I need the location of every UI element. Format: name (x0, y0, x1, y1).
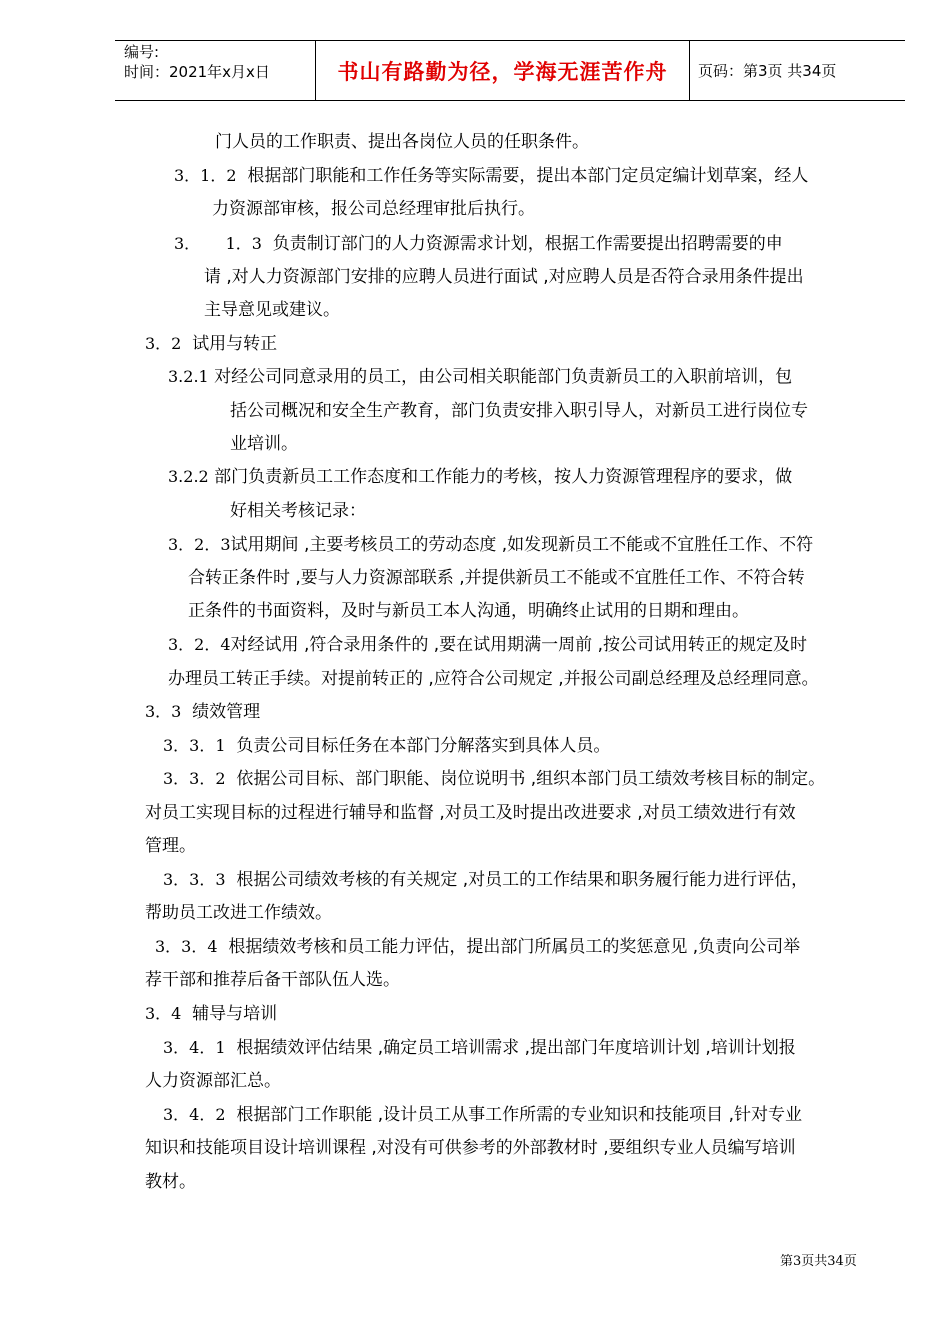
text-line: 3．4．1 根据绩效评估结果 ,确定员工培训需求 ,提出部门年度培训计划 ,培训计划报 (163, 1038, 796, 1058)
footer-page-number: 第3页共34页 (780, 1254, 857, 1269)
text-line: 3．3．4 根据绩效考核和员工能力评估，提出部门所属员工的奖惩意见 ,负责向公司举 (155, 937, 801, 957)
time-label: 时间：2021年x月x日 (124, 63, 270, 81)
clause-number: 3．4．2 (163, 1105, 226, 1124)
clause-number: 3.2.2 (168, 467, 209, 486)
text-line: 3．2．4对经试用 ,符合录用条件的 ,要在试用期满一周前 ,按公司试用转正的规定及时 (168, 635, 807, 655)
text-line: 3．2．3试用期间 ,主要考核员工的劳动态度 ,如发现新员工不能或不宜胜任工作、不符 (168, 535, 814, 555)
text-line: 办理员工转正手续。对提前转正的 ,应符合公司规定 ,并报公司副总经理及总经理同意。 (168, 669, 819, 689)
text-line: 请 ,对人力资源部门安排的应聘人员进行面试 ,对应聘人员是否符合录用条件提出 (204, 267, 804, 287)
section-heading: 3．3 绩效管理 (145, 702, 261, 722)
clause-number: 3．2．3 (168, 535, 231, 554)
text-line: 知识和技能项目设计培训课程 ,对没有可供参考的外部教材时 ,要组织专业人员编写培训 (145, 1138, 796, 1158)
clause-number: 3．3．2 (163, 769, 226, 788)
text-line: 3．1．2 根据部门职能和工作任务等实际需要，提出本部门定员定编计划草案，经人 (174, 166, 809, 186)
section-heading: 3．4 辅导与培训 (145, 1004, 278, 1024)
text-line: 3．3．2 依据公司目标、部门职能、岗位说明书 ,组织本部门员工绩效考核目标的制定。 (163, 769, 826, 789)
header-slogan-cell (316, 41, 690, 100)
text-line: 3． 1．3 负责制订部门的人力资源需求计划，根据工作需要提出招聘需要的申 (174, 234, 783, 254)
text-line: 教材。 (145, 1172, 196, 1192)
text-line: 力资源部审核，报公司总经理审批后执行。 (212, 199, 535, 219)
text-line: 业培训。 (230, 434, 298, 454)
header-page-cell (690, 41, 905, 100)
clause-number: 3．2．4 (168, 635, 231, 654)
text-line: 3．3．3 根据公司绩效考核的有关规定 ,对员工的工作结果和职务履行能力进行评估， (163, 870, 809, 890)
section-heading: 3．2 试用与转正 (145, 334, 278, 354)
text-line: 主导意见或建议。 (204, 300, 340, 320)
clause-number: 3．3．4 (155, 937, 218, 956)
clause-number: 3．3．1 (163, 736, 226, 755)
text-line: 人力资源部汇总。 (145, 1071, 281, 1091)
clause-number: 3.2.1 (168, 367, 209, 386)
slogan: 书山有路勤为径，学海无涯苦作舟 (337, 58, 668, 84)
text-line: 3.2.1 对经公司同意录用的员工，由公司相关职能部门负责新员工的入职前培训，包 (168, 367, 793, 387)
clause-number: 3．4．1 (163, 1038, 226, 1057)
header-meta (115, 41, 316, 100)
text-line: 门人员的工作职责、提出各岗位人员的任职条件。 (215, 132, 589, 152)
text-line: 管理。 (145, 836, 196, 856)
page-header (115, 40, 905, 101)
text-line: 帮助员工改进工作绩效。 (145, 903, 332, 923)
section-number: 3．3 (145, 702, 182, 721)
text-line: 3．4．2 根据部门工作职能 ,设计员工从事工作所需的专业知识和技能项目 ,针对专业 (163, 1105, 802, 1125)
text-line: 合转正条件时 ,要与人力资源部联系 ,并提供新员工不能或不宜胜任工作、不符合转 (188, 568, 805, 588)
text-line: 正条件的书面资料，及时与新员工本人沟通，明确终止试用的日期和理由。 (188, 601, 749, 621)
text-line: 3.2.2 部门负责新员工工作态度和工作能力的考核，按人力资源管理程序的要求，做 (168, 467, 793, 487)
text-line: 3．3．1 负责公司目标任务在本部门分解落实到具体人员。 (163, 736, 611, 756)
header-page-label: 页码：第3页 共34页 (698, 62, 837, 80)
clause-number: 3． 1．3 (174, 234, 262, 253)
text-line: 括公司概况和安全生产教育，部门负责安排入职引导人，对新员工进行岗位专 (230, 401, 808, 421)
clause-number: 3．1．2 (174, 166, 237, 185)
text-line: 荐干部和推荐后备干部队伍人选。 (145, 970, 400, 990)
clause-number: 3．3．3 (163, 870, 226, 889)
text-line: 好相关考核记录： (230, 501, 366, 521)
section-number: 3．4 (145, 1004, 182, 1023)
text-line: 对员工实现目标的过程进行辅导和监督 ,对员工及时提出改进要求 ,对员工绩效进行有效 (145, 803, 796, 823)
section-number: 3．2 (145, 334, 182, 353)
serial-label: 编号: (124, 43, 160, 61)
